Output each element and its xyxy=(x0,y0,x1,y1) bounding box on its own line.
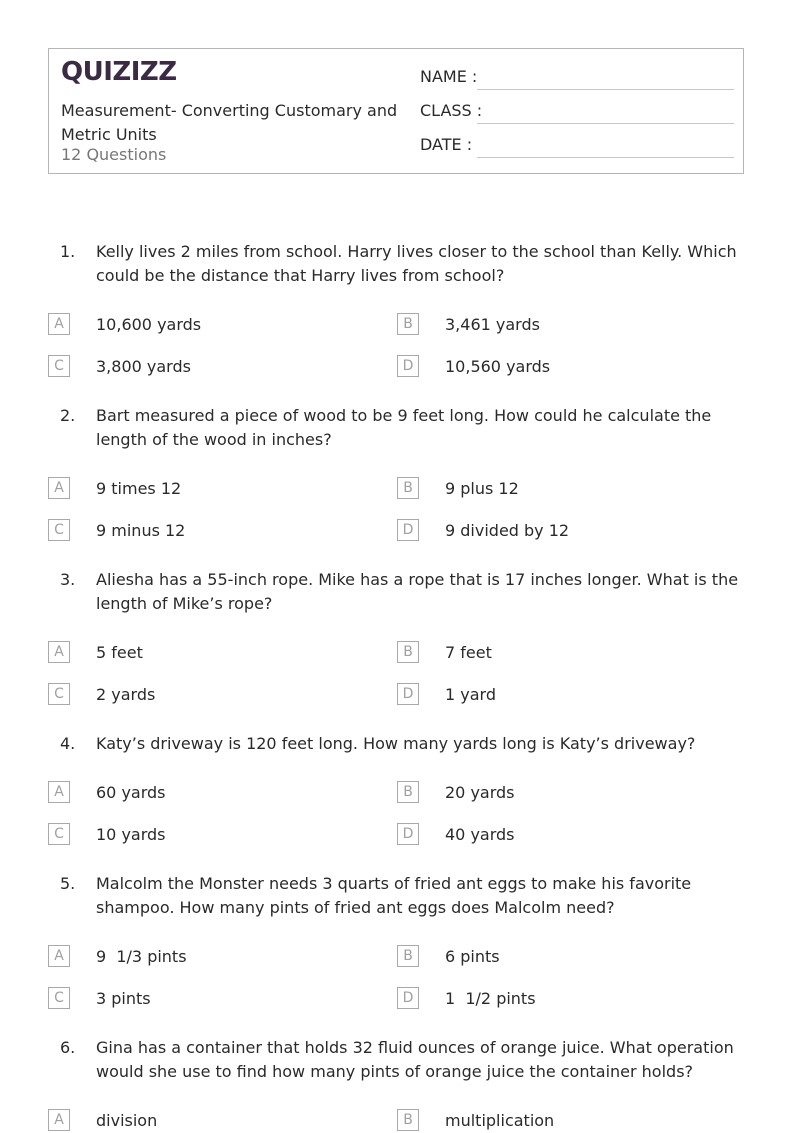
question-number: 2. xyxy=(60,406,76,425)
option-letter-box[interactable]: B xyxy=(397,641,419,663)
option-letter-box[interactable]: D xyxy=(397,823,419,845)
option-text: 60 yards xyxy=(96,783,166,802)
option-text: 9 minus 12 xyxy=(96,521,186,540)
option-letter-box[interactable]: C xyxy=(48,355,70,377)
option-b[interactable] xyxy=(397,313,727,337)
question-count: 12 Questions xyxy=(61,145,167,164)
option-text: 7 feet xyxy=(445,643,492,662)
question-number: 4. xyxy=(60,734,76,753)
quizizz-logo: QUIZIZZ xyxy=(61,57,177,87)
option-letter-box[interactable]: D xyxy=(397,355,419,377)
option-letter-box[interactable]: A xyxy=(48,945,70,967)
option-letter-box[interactable]: B xyxy=(397,945,419,967)
option-b[interactable] xyxy=(397,641,727,665)
option-c[interactable] xyxy=(48,987,378,1011)
date-label: DATE : xyxy=(420,135,473,154)
option-letter-box[interactable]: B xyxy=(397,313,419,335)
option-text: 5 feet xyxy=(96,643,143,662)
option-letter-box[interactable]: D xyxy=(397,987,419,1009)
option-c[interactable] xyxy=(48,519,378,543)
option-a[interactable] xyxy=(48,477,378,501)
option-text: 3 pints xyxy=(96,989,151,1008)
option-text: 10 yards xyxy=(96,825,166,844)
option-a[interactable] xyxy=(48,945,378,969)
option-text: 1 1/2 pints xyxy=(445,989,536,1008)
option-d[interactable] xyxy=(397,355,727,379)
option-text: 3,800 yards xyxy=(96,357,191,376)
option-text: 9 1/3 pints xyxy=(96,947,187,966)
date-line[interactable] xyxy=(477,157,734,158)
question-number: 1. xyxy=(60,242,76,261)
option-text: 3,461 yards xyxy=(445,315,540,334)
option-d[interactable] xyxy=(397,683,727,707)
option-c[interactable] xyxy=(48,683,378,707)
option-b[interactable] xyxy=(397,1109,727,1133)
option-text: 9 times 12 xyxy=(96,479,182,498)
option-text: multiplication xyxy=(445,1111,555,1130)
option-text: 1 yard xyxy=(445,685,496,704)
question-number: 5. xyxy=(60,874,76,893)
option-b[interactable] xyxy=(397,781,727,805)
option-a[interactable] xyxy=(48,781,378,805)
option-d[interactable] xyxy=(397,987,727,1011)
date-field[interactable] xyxy=(420,131,734,159)
option-a[interactable] xyxy=(48,641,378,665)
option-letter-box[interactable]: A xyxy=(48,477,70,499)
question-text: Malcolm the Monster needs 3 quarts of fried ant eggs to make his favorite shampoo. How many pints of fried ant eggs does Malcolm need? xyxy=(96,874,692,917)
option-letter-box[interactable]: A xyxy=(48,1109,70,1131)
class-label: CLASS : xyxy=(420,101,483,120)
option-letter-box[interactable]: C xyxy=(48,519,70,541)
name-line[interactable] xyxy=(477,89,734,90)
option-letter-box[interactable]: A xyxy=(48,781,70,803)
option-text: 40 yards xyxy=(445,825,515,844)
option-text: 10,560 yards xyxy=(445,357,551,376)
option-d[interactable] xyxy=(397,823,727,847)
option-text: 2 yards xyxy=(96,685,156,704)
option-d[interactable] xyxy=(397,519,727,543)
option-text: 9 divided by 12 xyxy=(445,521,570,540)
class-line[interactable] xyxy=(477,123,734,124)
option-letter-box[interactable]: A xyxy=(48,313,70,335)
option-text: division xyxy=(96,1111,158,1130)
option-letter-box[interactable]: D xyxy=(397,683,419,705)
option-text: 20 yards xyxy=(445,783,515,802)
option-letter-box[interactable]: C xyxy=(48,823,70,845)
option-letter-box[interactable]: B xyxy=(397,781,419,803)
option-b[interactable] xyxy=(397,945,727,969)
option-text: 9 plus 12 xyxy=(445,479,519,498)
option-letter-box[interactable]: B xyxy=(397,1109,419,1131)
question-number: 6. xyxy=(60,1038,76,1057)
question-number: 3. xyxy=(60,570,76,589)
option-text: 10,600 yards xyxy=(96,315,202,334)
name-field[interactable] xyxy=(420,63,734,91)
option-c[interactable] xyxy=(48,823,378,847)
option-letter-box[interactable]: D xyxy=(397,519,419,541)
option-letter-box[interactable]: B xyxy=(397,477,419,499)
question-text: Bart measured a piece of wood to be 9 feet long. How could he calculate the length of the wood in inches? xyxy=(96,406,712,449)
class-field[interactable] xyxy=(420,97,734,125)
question-text: Aliesha has a 55-inch rope. Mike has a rope that is 17 inches longer. What is the length of Mike’s rope? xyxy=(96,570,739,613)
option-letter-box[interactable]: C xyxy=(48,987,70,1009)
worksheet-title: Measurement- Converting Customary and Metric Units xyxy=(61,101,398,144)
question-text: Kelly lives 2 miles from school. Harry lives closer to the school than Kelly. Which could be the distance that Harry lives from school? xyxy=(96,242,737,285)
option-b[interactable] xyxy=(397,477,727,501)
option-letter-box[interactable]: A xyxy=(48,641,70,663)
option-c[interactable] xyxy=(48,355,378,379)
option-text: 6 pints xyxy=(445,947,500,966)
option-letter-box[interactable]: C xyxy=(48,683,70,705)
question-text: Gina has a container that holds 32 fluid ounces of orange juice. What operation would she use to find how many pints of orange juice the container holds? xyxy=(96,1038,734,1081)
worksheet-header xyxy=(48,48,744,174)
option-a[interactable] xyxy=(48,313,378,337)
option-a[interactable] xyxy=(48,1109,378,1133)
question-text: Katy’s driveway is 120 feet long. How many yards long is Katy’s driveway? xyxy=(96,734,696,753)
name-label: NAME : xyxy=(420,67,478,86)
